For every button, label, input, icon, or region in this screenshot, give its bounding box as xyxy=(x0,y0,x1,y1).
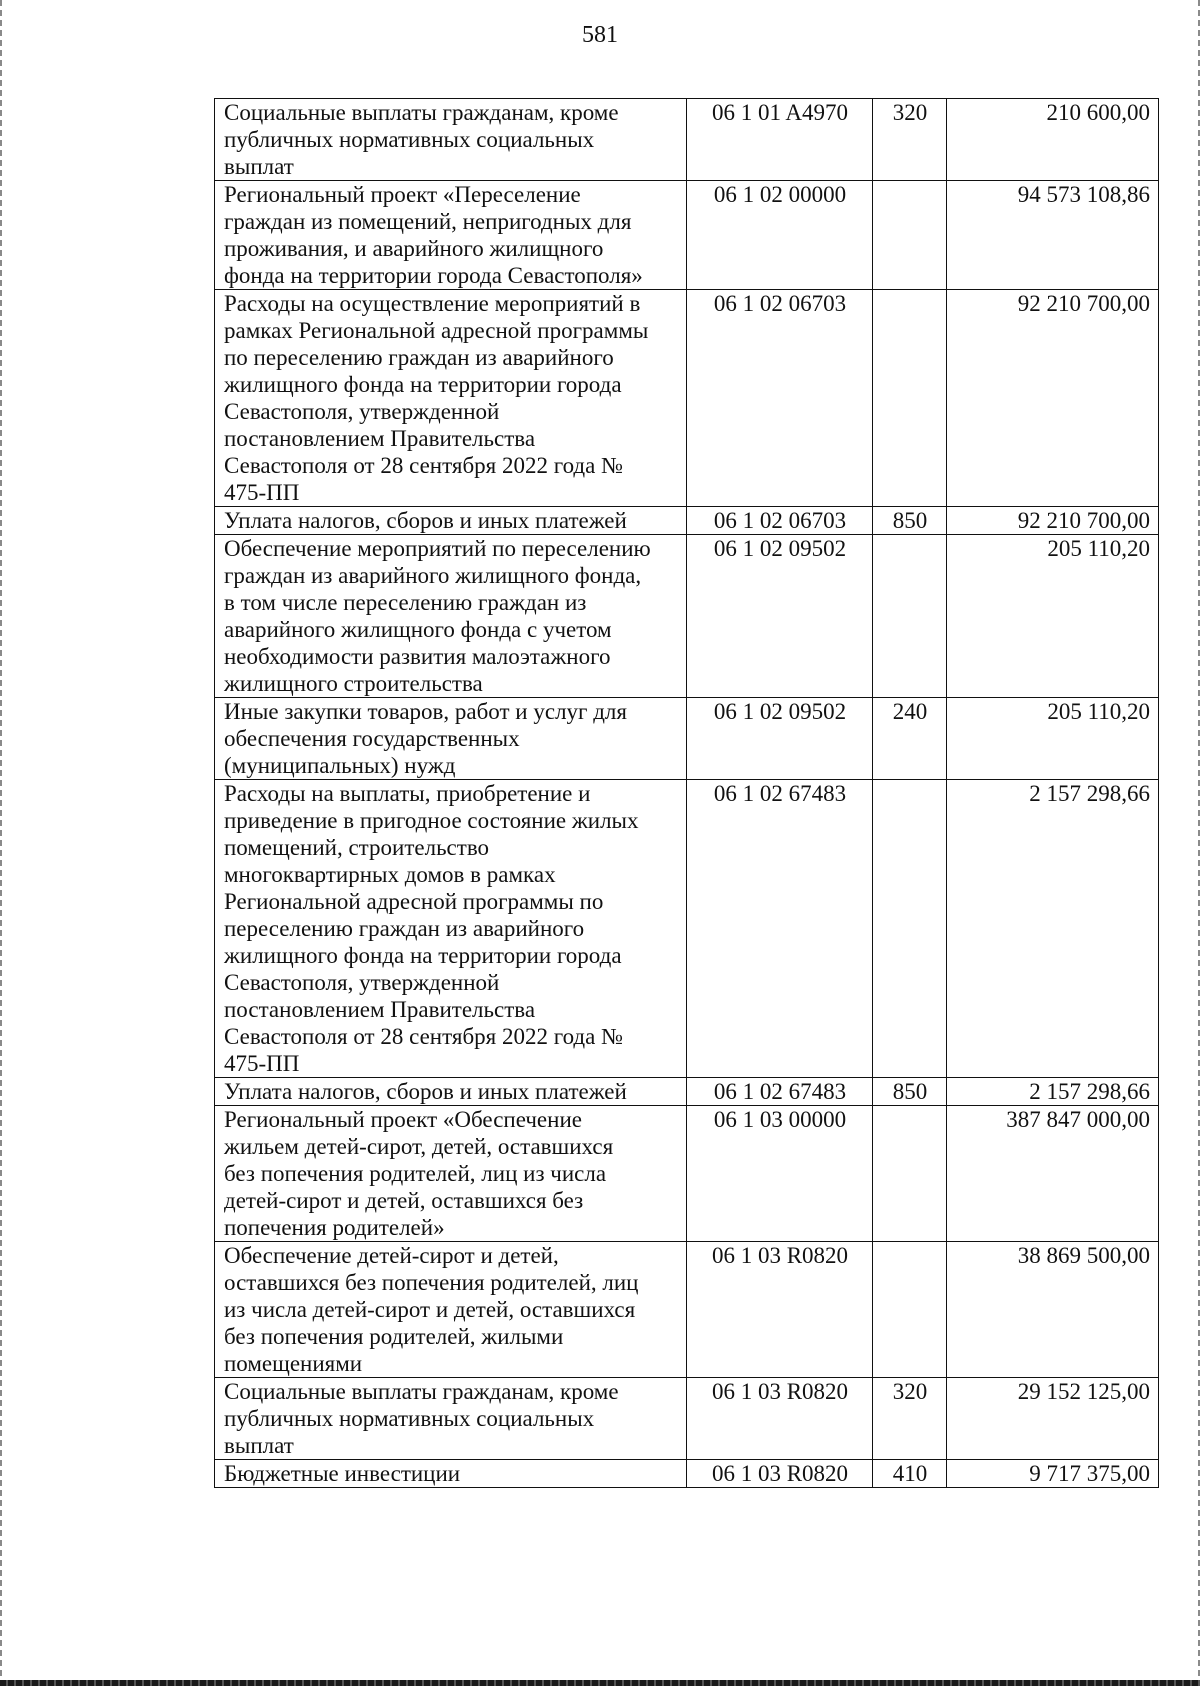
table-row xyxy=(215,1078,1159,1106)
table-row xyxy=(215,290,1159,507)
table-row xyxy=(215,507,1159,535)
row-code: 06 1 02 06703 xyxy=(687,507,873,535)
row-expense-type xyxy=(873,181,947,290)
row-name: Расходы на осуществление мероприятий в рамках Региональной адресной программы по переселению граждан из аварийного жилищного фонда на территории города Севастополя, утвержденной постановлением Правительства Севастополя от 28 сентября 2022 года № 475-ПП xyxy=(215,290,687,507)
row-expense-type: 320 xyxy=(873,99,947,181)
row-expense-type: 850 xyxy=(873,507,947,535)
row-name: Бюджетные инвестиции xyxy=(215,1460,687,1488)
row-amount: 38 869 500,00 xyxy=(947,1242,1159,1378)
budget-table xyxy=(214,98,1159,1488)
table-row xyxy=(215,698,1159,780)
row-name: Иные закупки товаров, работ и услуг для обеспечения государственных (муниципальных) нужд xyxy=(215,698,687,780)
table-row xyxy=(215,99,1159,181)
row-expense-type: 850 xyxy=(873,1078,947,1106)
row-name: Обеспечение мероприятий по переселению граждан из аварийного жилищного фонда, в том числе переселению граждан из аварийного жилищного фонда с учетом необходимости развития малоэтажного жилищного строительства xyxy=(215,535,687,698)
page-edge-left xyxy=(0,0,2,1686)
table-row xyxy=(215,1460,1159,1488)
row-amount: 2 157 298,66 xyxy=(947,1078,1159,1106)
row-code: 06 1 03 R0820 xyxy=(687,1378,873,1460)
row-expense-type xyxy=(873,535,947,698)
row-name: Социальные выплаты гражданам, кроме публичных нормативных социальных выплат xyxy=(215,1378,687,1460)
row-code: 06 1 02 00000 xyxy=(687,181,873,290)
row-name: Расходы на выплаты, приобретение и приведение в пригодное состояние жилых помещений, строительство многоквартирных домов в рамках Региональной адресной программы по переселению граждан из аварийного жилищного фонда на территории города Севастополя, утвержденной постановлением Правительства Севастополя от 28 сентября 2022 года № 475-ПП xyxy=(215,780,687,1078)
table-row xyxy=(215,535,1159,698)
row-expense-type: 410 xyxy=(873,1460,947,1488)
row-code: 06 1 02 09502 xyxy=(687,535,873,698)
row-code: 06 1 01 A4970 xyxy=(687,99,873,181)
row-name: Региональный проект «Обеспечение жильем детей-сирот, детей, оставшихся без попечения родителей, лиц из числа детей-сирот и детей, оставшихся без попечения родителей» xyxy=(215,1106,687,1242)
row-expense-type: 240 xyxy=(873,698,947,780)
row-amount: 94 573 108,86 xyxy=(947,181,1159,290)
row-code: 06 1 03 R0820 xyxy=(687,1242,873,1378)
row-amount: 205 110,20 xyxy=(947,698,1159,780)
row-name: Региональный проект «Переселение граждан из помещений, непригодных для проживания, и аварийного жилищного фонда на территории города Севастополя» xyxy=(215,181,687,290)
table-row xyxy=(215,1378,1159,1460)
row-amount: 2 157 298,66 xyxy=(947,780,1159,1078)
row-amount: 92 210 700,00 xyxy=(947,290,1159,507)
row-amount: 92 210 700,00 xyxy=(947,507,1159,535)
row-code: 06 1 02 09502 xyxy=(687,698,873,780)
row-name: Социальные выплаты гражданам, кроме публичных нормативных социальных выплат xyxy=(215,99,687,181)
row-expense-type xyxy=(873,1242,947,1378)
page-number: 581 xyxy=(582,22,618,48)
row-amount: 29 152 125,00 xyxy=(947,1378,1159,1460)
row-code: 06 1 03 00000 xyxy=(687,1106,873,1242)
row-amount: 205 110,20 xyxy=(947,535,1159,698)
row-code: 06 1 02 67483 xyxy=(687,1078,873,1106)
row-code: 06 1 02 06703 xyxy=(687,290,873,507)
budget-table-body xyxy=(215,99,1159,1488)
row-expense-type xyxy=(873,1106,947,1242)
row-amount: 387 847 000,00 xyxy=(947,1106,1159,1242)
table-row xyxy=(215,1106,1159,1242)
table-row xyxy=(215,780,1159,1078)
page-edge-bottom xyxy=(0,1680,1200,1686)
row-code: 06 1 02 67483 xyxy=(687,780,873,1078)
row-name: Уплата налогов, сборов и иных платежей xyxy=(215,507,687,535)
row-name: Уплата налогов, сборов и иных платежей xyxy=(215,1078,687,1106)
row-expense-type xyxy=(873,290,947,507)
table-row xyxy=(215,181,1159,290)
row-name: Обеспечение детей-сирот и детей, оставшихся без попечения родителей, лиц из числа детей-сирот и детей, оставшихся без попечения родителей, жилыми помещениями xyxy=(215,1242,687,1378)
table-row xyxy=(215,1242,1159,1378)
row-code: 06 1 03 R0820 xyxy=(687,1460,873,1488)
row-expense-type xyxy=(873,780,947,1078)
row-amount: 210 600,00 xyxy=(947,99,1159,181)
row-amount: 9 717 375,00 xyxy=(947,1460,1159,1488)
row-expense-type: 320 xyxy=(873,1378,947,1460)
